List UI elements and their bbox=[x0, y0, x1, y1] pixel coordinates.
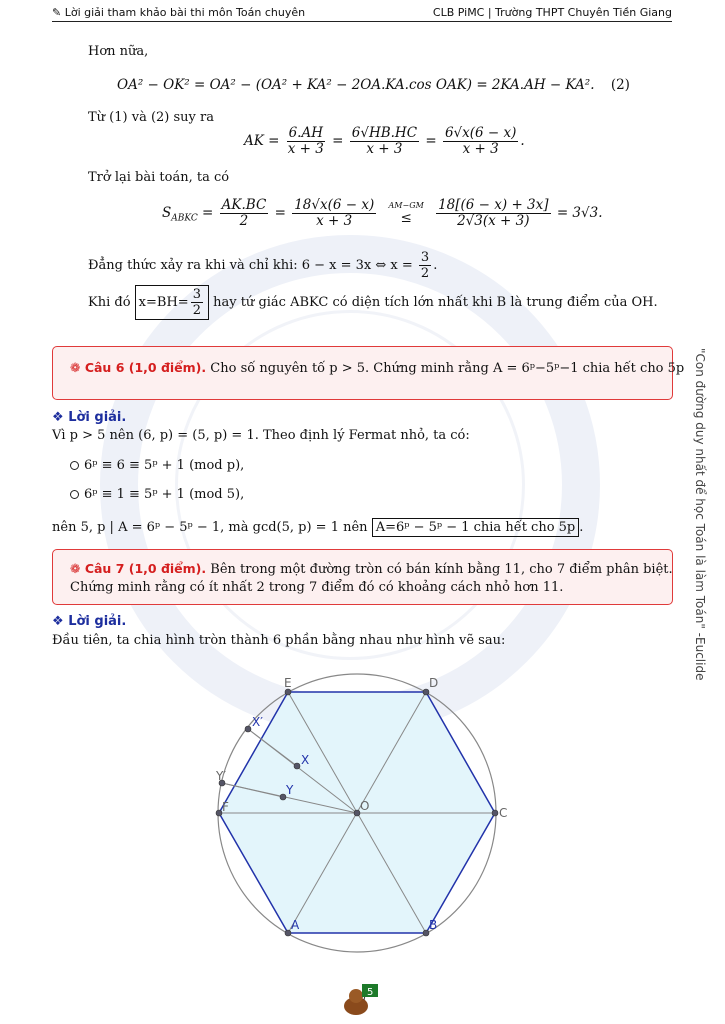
conclusion-frac-den: 2 bbox=[192, 303, 201, 318]
side-quote-text: "Con đường duy nhất để học Toán là làm Toán" -Euclide bbox=[693, 348, 707, 681]
question-7-box bbox=[52, 549, 673, 605]
label-F: F bbox=[222, 800, 229, 814]
ak-f1-den: x + 3 bbox=[287, 141, 324, 157]
question-6-title-text: Câu 6 (1,0 điểm). bbox=[84, 360, 207, 375]
conclusion-frac bbox=[191, 287, 203, 318]
area-f3-den: 2√3(x + 3) bbox=[457, 213, 530, 229]
page-header bbox=[52, 5, 672, 22]
flower-icon: ❁ bbox=[70, 561, 85, 576]
intro-text: Hơn nữa, bbox=[88, 44, 149, 59]
label-Y: Y bbox=[286, 783, 294, 797]
area-f3-num: 18[(6 − x) + 3x] bbox=[438, 197, 549, 213]
area-s: S bbox=[162, 205, 172, 221]
area-frac-2 bbox=[292, 198, 376, 229]
monkey-mascot-icon bbox=[340, 982, 380, 1016]
amgm-sign: AM−GM ≤ bbox=[388, 201, 424, 226]
label-C: C bbox=[499, 806, 508, 820]
equation-ak: AK = $\frac{6.AH}{x + 3}$ = $\frac{6√HB.HC}{x + 3}$ = $\frac{6√x(6 - x)}{x + 3}$ . bbox=[244, 125, 525, 157]
solution-6-line1: Vì p > 5 nên (6, p) = (5, p) = 1. Theo định lý Fermat nhỏ, ta có: bbox=[52, 428, 470, 443]
equation-2 bbox=[117, 77, 630, 93]
pen-icon: ✎ bbox=[52, 6, 65, 19]
label-A: A bbox=[291, 918, 300, 932]
header-left-text: Lời giải tham khảo bài thi môn Toán chuyên bbox=[64, 6, 306, 19]
label-X: X bbox=[301, 753, 310, 767]
question-6-box bbox=[52, 346, 685, 400]
solution-7-label bbox=[52, 614, 126, 629]
label-D: D bbox=[429, 676, 439, 690]
label-O: O bbox=[360, 799, 370, 813]
solution-6-last: nên 5, p | A = 6ᵖ − 5ᵖ − 1, mà gcd(5, p) = 1 nên A=6ᵖ − 5ᵖ − 1 chia hết cho 5p . bbox=[52, 520, 584, 535]
cubes-icon: ❖ bbox=[52, 614, 69, 629]
conclusion-post: hay tứ giác ABKC có diện tích lớn nhất khi B là trung điểm của OH. bbox=[213, 295, 658, 310]
equality-text: Đẳng thức xảy ra khi và chỉ khi: 6 − x = 3x ⇔ x = bbox=[88, 258, 413, 273]
conclusion-pre: Khi đó bbox=[88, 295, 131, 310]
question-6-text: Cho số nguyên tố p > 5. Chứng minh rằng A = 6ᵖ−5ᵖ−1 chia hết cho 5p bbox=[210, 361, 685, 376]
conclusion-line bbox=[88, 285, 658, 320]
header-right: CLB PiMC | Trường THPT Chuyên Tiền Giang bbox=[432, 6, 672, 19]
conclusion-boxed-text: x=BH= bbox=[138, 295, 189, 310]
ak-f1-num: 6.AH bbox=[288, 125, 323, 141]
label-E: E bbox=[284, 676, 292, 690]
question-7-content bbox=[70, 560, 673, 597]
area-frac-1 bbox=[220, 198, 269, 229]
solution-6-bullet2 bbox=[70, 487, 244, 503]
equality-frac-num: 3 bbox=[420, 250, 430, 265]
area-rhs: = 3√3. bbox=[556, 205, 603, 221]
equation-area: $S_{ABKC}$ = $\frac{AK.BC}{2}$ = $\frac{18√x(6 - x)}{x + 3}$ AM−GM ≤ $\frac{18[(6 - x) + 3x]}{2√3(x + 3)}$ = 3√3. bbox=[162, 197, 603, 229]
flower-icon: ❁ bbox=[70, 360, 85, 375]
area-frac-3 bbox=[436, 198, 550, 229]
check-bullet-icon bbox=[70, 461, 79, 470]
question-7-line1: Bên trong một đường tròn có bán kính bằng 11, cho 7 điểm phân biệt. bbox=[210, 562, 673, 577]
ak-frac-1 bbox=[286, 126, 326, 157]
ak-lhs: AK = bbox=[244, 133, 280, 149]
solution-6-label-text: Lời giải. bbox=[68, 410, 127, 425]
equation-2-tag: (2) bbox=[610, 77, 630, 93]
question-7-title-text: Câu 7 (1,0 điểm). bbox=[84, 561, 207, 576]
area-f2-den: x + 3 bbox=[316, 213, 353, 229]
conclusion-frac-num: 3 bbox=[192, 287, 201, 302]
ak-f3-den: x + 3 bbox=[462, 141, 499, 157]
check-bullet-icon bbox=[70, 490, 79, 499]
header-left bbox=[52, 6, 305, 19]
side-quote bbox=[693, 348, 717, 681]
label-Y-prime: Y′ bbox=[216, 769, 227, 783]
question-7-title bbox=[70, 561, 206, 576]
solution-7-label-text: Lời giải. bbox=[68, 614, 127, 629]
from-1-2-text: Từ (1) và (2) suy ra bbox=[88, 110, 214, 125]
equality-frac bbox=[419, 250, 431, 281]
ak-f2-num: 6√HB.HC bbox=[351, 125, 418, 141]
solution-6-bullet1-text: 6ᵖ ≡ 6 ≡ 5ᵖ + 1 (mod p), bbox=[84, 458, 245, 473]
question-7-line2: Chứng minh rằng có ít nhất 2 trong 7 điểm đó có khoảng cách nhỏ hơn 11. bbox=[70, 580, 564, 595]
hexagon-figure bbox=[200, 645, 520, 965]
label-B: B bbox=[429, 918, 438, 932]
solution-6-boxed-answer: A=6ᵖ − 5ᵖ − 1 chia hết cho 5p bbox=[372, 518, 580, 537]
equality-line: Đẳng thức xảy ra khi và chỉ khi: 6 − x = 3x ⇔ x = $\frac{3}{2}$ . bbox=[88, 250, 438, 281]
area-f1-num: AK.BC bbox=[221, 197, 267, 213]
solution-6-last-pre: nên 5, p | A = 6ᵖ − 5ᵖ − 1, mà gcd(5, p) = 1 nên bbox=[52, 520, 368, 535]
ak-f3-num: 6√x(6 − x) bbox=[444, 125, 517, 141]
conclusion-boxed-answer bbox=[135, 285, 209, 320]
equality-frac-den: 2 bbox=[420, 266, 430, 281]
solution-6-bullet2-text: 6ᵖ ≡ 1 ≡ 5ᵖ + 1 (mod 5), bbox=[84, 487, 245, 502]
area-sub: ABKC bbox=[171, 213, 198, 224]
equation-2-text: OA² − OK² = OA² − (OA² + KA² − 2OA.KA.cos OAK) = 2KA.AH − KA². bbox=[117, 77, 595, 93]
page-number: 5 bbox=[367, 987, 374, 998]
back-text: Trở lại bài toán, ta có bbox=[88, 170, 230, 185]
solution-6-label bbox=[52, 410, 126, 425]
solution-6-bullet1 bbox=[70, 458, 244, 474]
solution-7-line1: Đầu tiên, ta chia hình tròn thành 6 phần bằng nhau như hình vẽ sau: bbox=[52, 633, 506, 648]
question-6-title bbox=[70, 360, 206, 375]
label-X-prime: X′ bbox=[252, 715, 263, 729]
ak-frac-2 bbox=[350, 126, 419, 157]
ak-frac-3 bbox=[443, 126, 518, 157]
cubes-icon: ❖ bbox=[52, 410, 69, 425]
ak-f2-den: x + 3 bbox=[366, 141, 403, 157]
area-f2-num: 18√x(6 − x) bbox=[294, 197, 375, 213]
question-6-content bbox=[70, 360, 684, 376]
amgm-label: AM−GM bbox=[388, 201, 424, 210]
area-f1-den: 2 bbox=[239, 213, 249, 229]
